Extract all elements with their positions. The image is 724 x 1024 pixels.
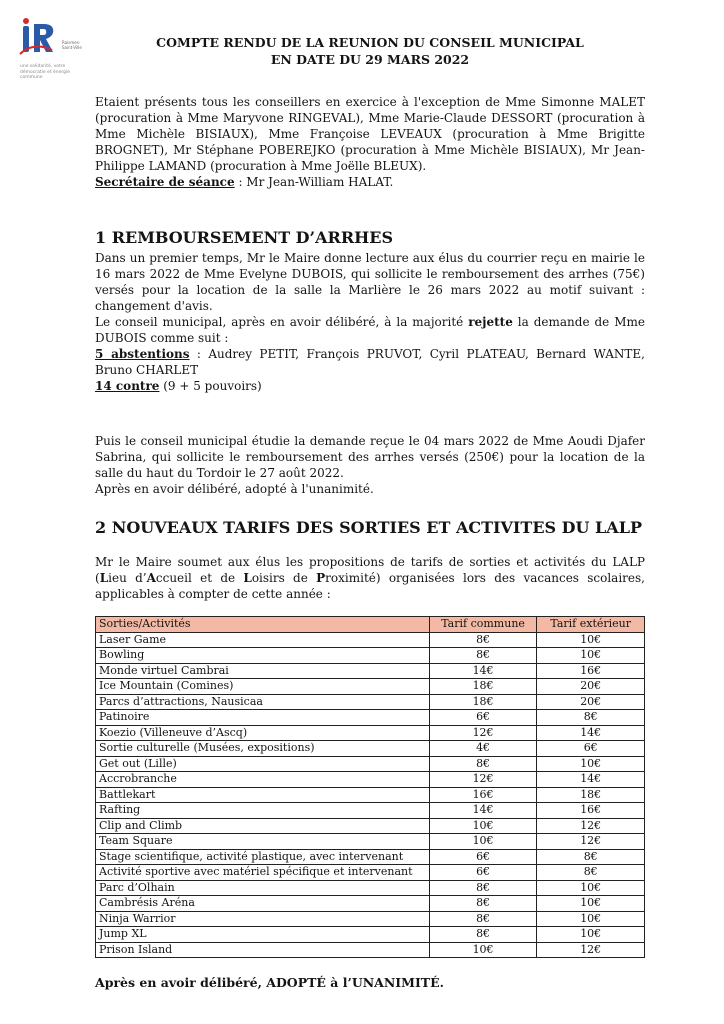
table-row xyxy=(96,803,645,819)
page-title xyxy=(150,34,590,68)
tarif-exterieur-cell: 18€ xyxy=(537,787,645,803)
logo-mark-icon xyxy=(16,16,62,60)
tarif-commune-cell: 16€ xyxy=(429,787,537,803)
table-row xyxy=(96,648,645,664)
tarif-exterieur-cell: 6€ xyxy=(537,741,645,757)
activity-cell: Jump XL xyxy=(96,927,430,943)
abstentions-value: : Audrey PETIT, François PRUVOT, Cyril PLATEAU, Bernard WANTE, Bruno CHARLET xyxy=(95,347,645,377)
activity-cell: Cambrésis Aréna xyxy=(96,896,430,912)
table-row xyxy=(96,663,645,679)
p2-post: la demande de Mme DUBOIS comme suit : xyxy=(95,315,645,345)
section-2-body xyxy=(95,554,645,602)
activity-cell: Clip and Climb xyxy=(96,818,430,834)
activity-cell: Laser Game xyxy=(96,632,430,648)
presents-paragraph: Etaient présents tous les conseillers en exercice à l'exception de Mme Simonne MALET (procuration à Mme Maryvone RINGEVAL), Mme Marie-Claude DESSORT (procuration à Mme Michèle BISIAUX), Mme Françoise LEVEAUX (procuration à Mme Brigitte BROGNET), Mr Stéphane POBEREJKO (procuration à Mme Michèle BISIAUX), Mr Jean-Philippe LAMAND (procuration à Mme Joëlle BLEUX). xyxy=(95,95,645,173)
secretaire-value: : Mr Jean-William HALAT. xyxy=(234,175,394,189)
tarif-exterieur-cell: 8€ xyxy=(537,710,645,726)
activity-cell: Stage scientifique, activité plastique, avec intervenant xyxy=(96,849,430,865)
section-1-body-2 xyxy=(95,433,645,497)
table-row xyxy=(96,632,645,648)
tarif-commune-cell: 10€ xyxy=(429,818,537,834)
tarif-exterieur-cell: 16€ xyxy=(537,803,645,819)
section-1-body xyxy=(95,250,645,394)
tarif-commune-cell: 12€ xyxy=(429,772,537,788)
activity-cell: Bowling xyxy=(96,648,430,664)
secretaire-label: Secrétaire de séance xyxy=(95,175,235,189)
abstentions-line xyxy=(95,346,645,378)
lalp-letter-l: L xyxy=(99,571,109,585)
tarif-commune-cell: 8€ xyxy=(429,911,537,927)
tarif-commune-cell: 8€ xyxy=(429,648,537,664)
activity-cell: Ninja Warrior xyxy=(96,911,430,927)
table-row xyxy=(96,710,645,726)
activity-cell: Sortie culturelle (Musées, expositions) xyxy=(96,741,430,757)
contre-label: 14 contre xyxy=(95,379,160,393)
tarif-exterieur-cell: 16€ xyxy=(537,663,645,679)
table-row xyxy=(96,927,645,943)
section-2-paragraph xyxy=(95,554,645,602)
activity-cell: Koezio (Villeneuve d’Ascq) xyxy=(96,725,430,741)
section-1-paragraph-1: Dans un premier temps, Mr le Maire donne lecture aux élus du courrier reçu en mairie le 16 mars 2022 de Mme Evelyne DUBOIS, qui sollicite le remboursement des arrhes (75€) versés pour la location de la salle la Marlière le 26 mars 2022 au motif suivant : changement d'avis. xyxy=(95,251,645,313)
logo-text: Raismes-Saint-Ville xyxy=(62,40,82,50)
lalp-letter-p: P xyxy=(316,571,326,585)
contre-line xyxy=(95,378,645,394)
activity-cell: Team Square xyxy=(96,834,430,850)
lalp-text-e: roximité) organisées lors des vacances scolaires, applicables à compter de cette année : xyxy=(95,571,645,601)
logo-tagline: une solidarité, votre démocratie et énergie commune xyxy=(20,64,71,80)
tarif-exterieur-cell: 14€ xyxy=(537,772,645,788)
tarif-exterieur-cell: 8€ xyxy=(537,865,645,881)
lalp-text-d: oisirs de xyxy=(251,571,317,585)
lalp-text-a: Mr le Maire soumet aux élus les propositions de tarifs de sorties et activités du LALP ( xyxy=(95,555,645,585)
table-row xyxy=(96,741,645,757)
activity-cell: Patinoire xyxy=(96,710,430,726)
tarif-exterieur-cell: 10€ xyxy=(537,896,645,912)
tarif-exterieur-cell: 10€ xyxy=(537,648,645,664)
activity-cell: Accrobranche xyxy=(96,772,430,788)
tarif-exterieur-cell: 10€ xyxy=(537,632,645,648)
tarif-exterieur-cell: 10€ xyxy=(537,927,645,943)
tarifs-table xyxy=(95,616,645,958)
tarif-commune-cell: 6€ xyxy=(429,710,537,726)
contre-value: (9 + 5 pouvoirs) xyxy=(159,379,262,393)
lalp-text-b: ieu d’ xyxy=(108,571,147,585)
abstentions-label: 5 abstentions xyxy=(95,347,190,361)
section-1-paragraph-4: Après en avoir délibéré, adopté à l'unanimité. xyxy=(95,482,374,496)
section-1-paragraph-2 xyxy=(95,314,645,346)
tarif-commune-cell: 8€ xyxy=(429,880,537,896)
activity-cell: Prison Island xyxy=(96,942,430,958)
activity-cell: Ice Mountain (Comines) xyxy=(96,679,430,695)
section-2-heading: 2 NOUVEAUX TARIFS DES SORTIES ET ACTIVITES DU LALP xyxy=(95,518,642,537)
tarif-exterieur-cell: 12€ xyxy=(537,834,645,850)
title-line-2: EN DATE DU 29 MARS 2022 xyxy=(270,52,470,67)
tarif-exterieur-cell: 10€ xyxy=(537,880,645,896)
activity-cell: Rafting xyxy=(96,803,430,819)
tarif-commune-cell: 18€ xyxy=(429,694,537,710)
tarif-commune-cell: 8€ xyxy=(429,927,537,943)
secretaire-line xyxy=(95,174,645,190)
tarif-commune-cell: 8€ xyxy=(429,632,537,648)
header-tarif-commune: Tarif commune xyxy=(429,617,537,633)
tarif-commune-cell: 10€ xyxy=(429,942,537,958)
table-row xyxy=(96,818,645,834)
header-tarif-exterieur: Tarif extérieur xyxy=(537,617,645,633)
table-row xyxy=(96,942,645,958)
tarif-commune-cell: 12€ xyxy=(429,725,537,741)
table-row xyxy=(96,911,645,927)
table-row xyxy=(96,849,645,865)
table-row xyxy=(96,694,645,710)
activity-cell: Monde virtuel Cambrai xyxy=(96,663,430,679)
activity-cell: Activité sportive avec matériel spécifique et intervenant xyxy=(96,865,430,881)
lalp-letter-a: A xyxy=(146,571,156,585)
lalp-letter-l2: L xyxy=(243,571,252,585)
tarif-commune-cell: 8€ xyxy=(429,896,537,912)
title-line-1: COMPTE RENDU DE LA REUNION DU CONSEIL MUNICIPAL xyxy=(156,35,584,50)
table-row xyxy=(96,896,645,912)
tarif-commune-cell: 8€ xyxy=(429,756,537,772)
tarif-commune-cell: 18€ xyxy=(429,679,537,695)
activity-cell: Parc d’Olhain xyxy=(96,880,430,896)
tarif-commune-cell: 14€ xyxy=(429,803,537,819)
tarif-exterieur-cell: 8€ xyxy=(537,849,645,865)
tarif-exterieur-cell: 12€ xyxy=(537,942,645,958)
town-logo xyxy=(16,16,88,86)
activity-cell: Parcs d’attractions, Nausicaa xyxy=(96,694,430,710)
section-1-paragraph-3: Puis le conseil municipal étudie la demande reçue le 04 mars 2022 de Mme Aoudi Djafer Sabrina, qui sollicite le remboursement des arrhes versés (250€) pour la location de la salle du haut du Tordoir le 27 août 2022. xyxy=(95,434,645,480)
tarif-commune-cell: 10€ xyxy=(429,834,537,850)
activity-cell: Battlekart xyxy=(96,787,430,803)
table-row xyxy=(96,865,645,881)
table-header-row xyxy=(96,617,645,633)
tarif-exterieur-cell: 12€ xyxy=(537,818,645,834)
tarif-exterieur-cell: 10€ xyxy=(537,911,645,927)
table-row xyxy=(96,756,645,772)
tarif-commune-cell: 6€ xyxy=(429,849,537,865)
tarif-exterieur-cell: 10€ xyxy=(537,756,645,772)
p2-bold: rejette xyxy=(468,315,513,329)
tarif-commune-cell: 4€ xyxy=(429,741,537,757)
table-row xyxy=(96,834,645,850)
table-row xyxy=(96,880,645,896)
table-row xyxy=(96,787,645,803)
header-activite: Sorties/Activités xyxy=(96,617,430,633)
section-1-heading: 1 REMBOURSEMENT D’ARRHES xyxy=(95,228,393,247)
tarif-exterieur-cell: 14€ xyxy=(537,725,645,741)
tarif-commune-cell: 6€ xyxy=(429,865,537,881)
p2-pre: Le conseil municipal, après en avoir délibéré, à la majorité xyxy=(95,315,469,329)
tarif-commune-cell: 14€ xyxy=(429,663,537,679)
table-row xyxy=(96,679,645,695)
activity-cell: Get out (Lille) xyxy=(96,756,430,772)
table-row xyxy=(96,772,645,788)
lalp-text-c: ccueil et de xyxy=(155,571,244,585)
tarif-exterieur-cell: 20€ xyxy=(537,679,645,695)
final-decision: Après en avoir délibéré, ADOPTÉ à l’UNANIMITÉ. xyxy=(95,975,444,990)
intro-block xyxy=(95,94,645,190)
table-row xyxy=(96,725,645,741)
tarif-exterieur-cell: 20€ xyxy=(537,694,645,710)
